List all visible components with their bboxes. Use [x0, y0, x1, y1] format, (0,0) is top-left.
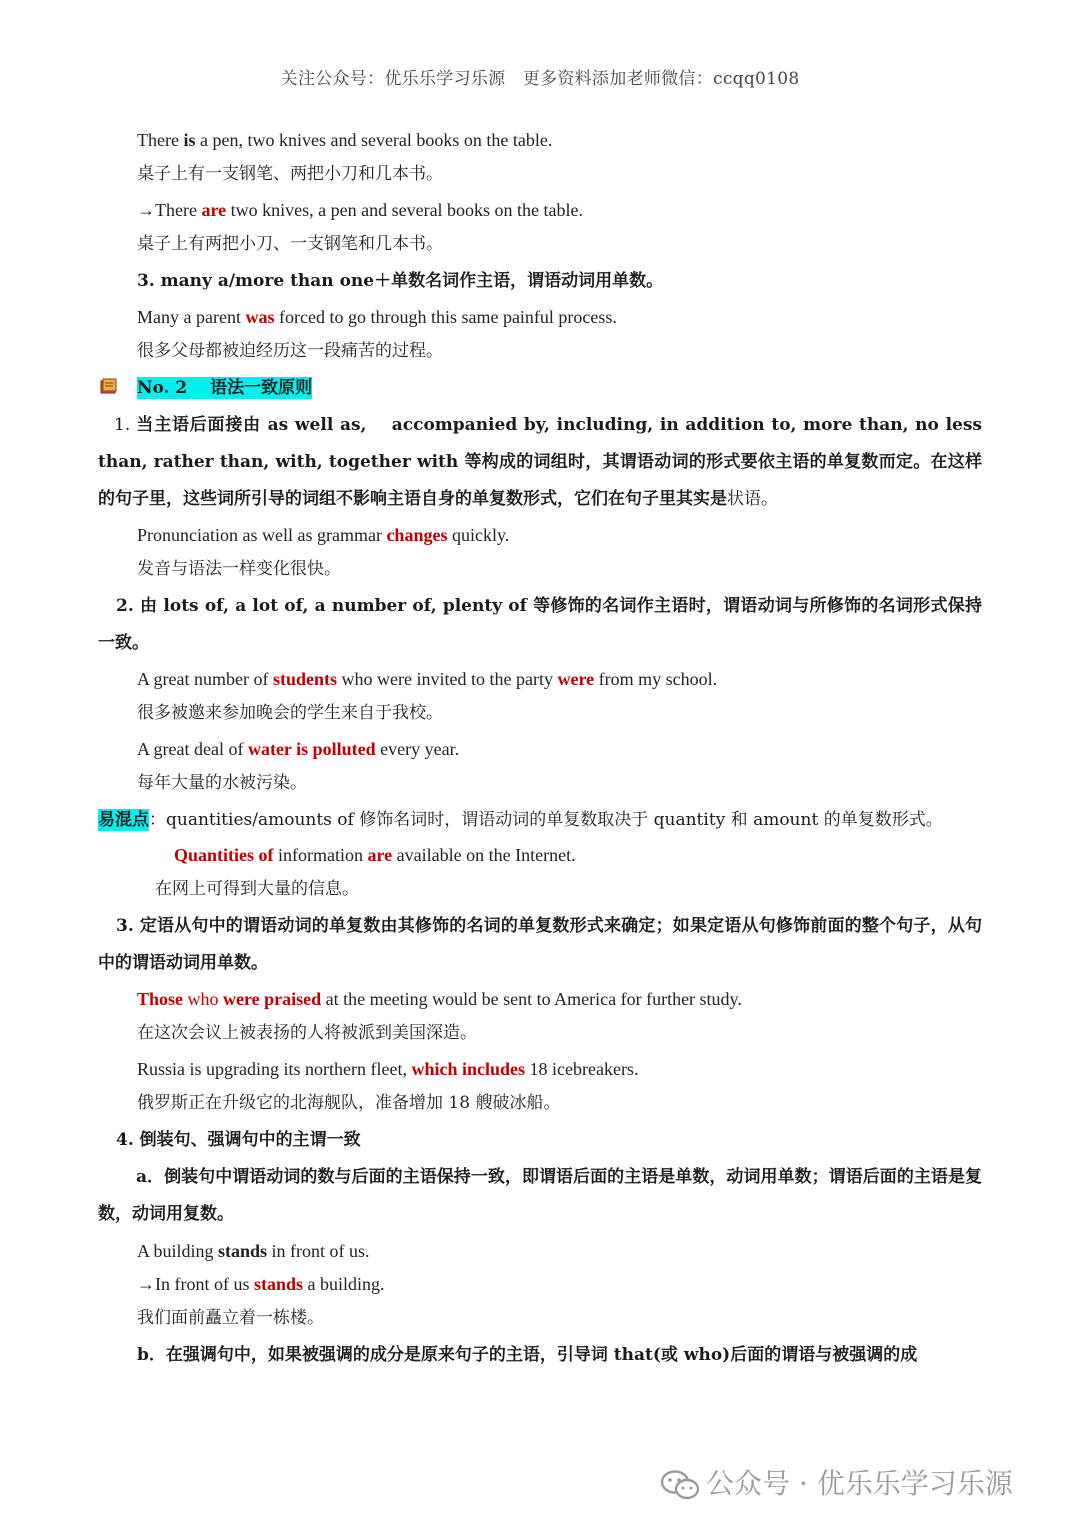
- highlighted-verb: were praised: [223, 989, 322, 1009]
- example-sentence: [137, 1240, 370, 1262]
- translation: 俄罗斯正在升级它的北海舰队，准备增加 18 艘破冰船。: [137, 1093, 561, 1113]
- example-sentence: [137, 738, 459, 760]
- rule-text-tail: 状语。: [727, 489, 778, 509]
- verb-emphasis: is: [183, 130, 196, 150]
- text-run: A building: [137, 1241, 219, 1261]
- note-text: ：quantities/amounts of 修饰名词时，谓语动词的单复数取决于 quantity 和 amount 的单复数形式。: [149, 810, 943, 830]
- example-sentence: [137, 199, 583, 221]
- text-run: a building.: [303, 1274, 385, 1294]
- verb-emphasis: stands: [218, 1241, 268, 1261]
- text-run: information: [273, 845, 368, 865]
- rule-text: 当主语后面接由 as well as, accompanied by, including, in addition to, more than, no less than, rather than, with, together with 等构成的词组时，其谓语动词的形式要依主语的单复数而定。在这样的句子里，这些词所引导的词组不影响主语自身的单复数形式，它们在句子里其实是: [98, 415, 983, 509]
- book-icon: [99, 378, 119, 396]
- text-run: A great number of: [137, 669, 273, 689]
- text-run: Russia is upgrading its northern fleet,: [137, 1059, 412, 1079]
- example-sentence: [137, 306, 617, 328]
- example-sentence: [137, 129, 552, 151]
- example-sentence: [137, 1058, 638, 1080]
- rule-paragraph: 3. 定语从句中的谓语动词的单复数由其修饰的名词的单复数形式来确定；如果定语从句修饰前面的整个句子，从句中的谓语动词用单数。: [98, 916, 982, 973]
- translation: 在网上可得到大量的信息。: [155, 879, 359, 899]
- watermark-text: 公众号 · 优乐乐学习乐源: [706, 1467, 1013, 1500]
- rule-paragraph: 2. 由 lots of, a lot of, a number of, plenty of 等修饰的名词作主语时，谓语动词与所修饰的名词形式保持一致。: [98, 596, 982, 653]
- text-run: There: [137, 130, 184, 150]
- highlighted-verb: was: [245, 307, 275, 327]
- highlighted-verb: were: [557, 669, 595, 689]
- highlighted-verb: are: [367, 845, 393, 865]
- text-run: available on the Internet.: [392, 845, 576, 865]
- section-title: No. 2 语法一致原则: [137, 378, 313, 398]
- page-header: 关注公众号：优乐乐学习乐源 更多资料添加老师微信：ccqq0108: [280, 69, 800, 89]
- text-run: Pronunciation as well as grammar: [137, 525, 387, 545]
- translation: 桌子上有一支钢笔、两把小刀和几本书。: [137, 164, 443, 184]
- highlighted-verb: stands: [253, 1274, 304, 1294]
- highlighted-relative: who: [183, 989, 224, 1009]
- example-sentence: [137, 668, 717, 690]
- example-sentence: [137, 1273, 385, 1295]
- rule-paragraph: [98, 407, 982, 518]
- text-run: quickly.: [447, 525, 510, 545]
- highlighted-phrase: Quantities of: [174, 845, 274, 865]
- example-sentence: [174, 844, 576, 866]
- text-run: →In front of us: [137, 1274, 254, 1294]
- translation: 我们面前矗立着一栋楼。: [137, 1308, 324, 1328]
- translation: 桌子上有两把小刀、一支钢笔和几本书。: [137, 234, 443, 254]
- highlighted-noun: students: [272, 669, 337, 689]
- example-sentence: [137, 524, 509, 546]
- rule-heading: 4. 倒装句、强调句中的主谓一致: [116, 1130, 361, 1150]
- translation: 很多父母都被迫经历这一段痛苦的过程。: [137, 341, 443, 361]
- text-run: A great deal of: [137, 739, 248, 759]
- text-run: in front of us.: [267, 1241, 370, 1261]
- text-run: who were invited to the party: [337, 669, 558, 689]
- text-run: a pen, two knives and several books on the table.: [195, 130, 553, 150]
- highlighted-verb: changes: [386, 525, 448, 545]
- translation: 每年大量的水被污染。: [137, 773, 307, 793]
- text-run: 18 icebreakers.: [525, 1059, 639, 1079]
- translation: 很多被邀来参加晚会的学生来自于我校。: [137, 703, 443, 723]
- translation: 在这次会议上被表扬的人将被派到美国深造。: [137, 1023, 477, 1043]
- text-run: →There: [137, 200, 202, 220]
- highlighted-pronoun: Those: [137, 989, 184, 1009]
- text-run: two knives, a pen and several books on the table.: [226, 200, 584, 220]
- watermark: [660, 1462, 1013, 1502]
- text-run: forced to go through this same painful process.: [274, 307, 617, 327]
- rule-heading: 3. many a/more than one＋单数名词作主语，谓语动词用单数。: [137, 271, 664, 291]
- rule-paragraph: a．倒装句中谓语动词的数与后面的主语保持一致，即谓语后面的主语是单数，动词用单数；谓语后面的主语是复数，动词用复数。: [98, 1167, 982, 1224]
- text-run: at the meeting would be sent to America for further study.: [321, 989, 742, 1009]
- rule-number: 1.: [114, 415, 137, 435]
- note-line: [98, 809, 943, 831]
- highlighted-verb: are: [201, 200, 227, 220]
- highlighted-clause: which includes: [411, 1059, 525, 1079]
- translation: 发音与语法一样变化很快。: [137, 559, 341, 579]
- text-run: every year.: [375, 739, 460, 759]
- rule-heading: b．在强调句中，如果被强调的成分是原来句子的主语，引导词 that(或 who)后面的谓语与被强调的成: [137, 1345, 918, 1365]
- section-heading: [137, 377, 312, 399]
- example-sentence: [137, 988, 742, 1010]
- note-label: 易混点: [98, 810, 149, 830]
- wechat-icon: [660, 1469, 700, 1501]
- text-run: Many a parent: [137, 307, 246, 327]
- text-run: from my school.: [594, 669, 718, 689]
- highlighted-phrase: water is polluted: [247, 739, 376, 759]
